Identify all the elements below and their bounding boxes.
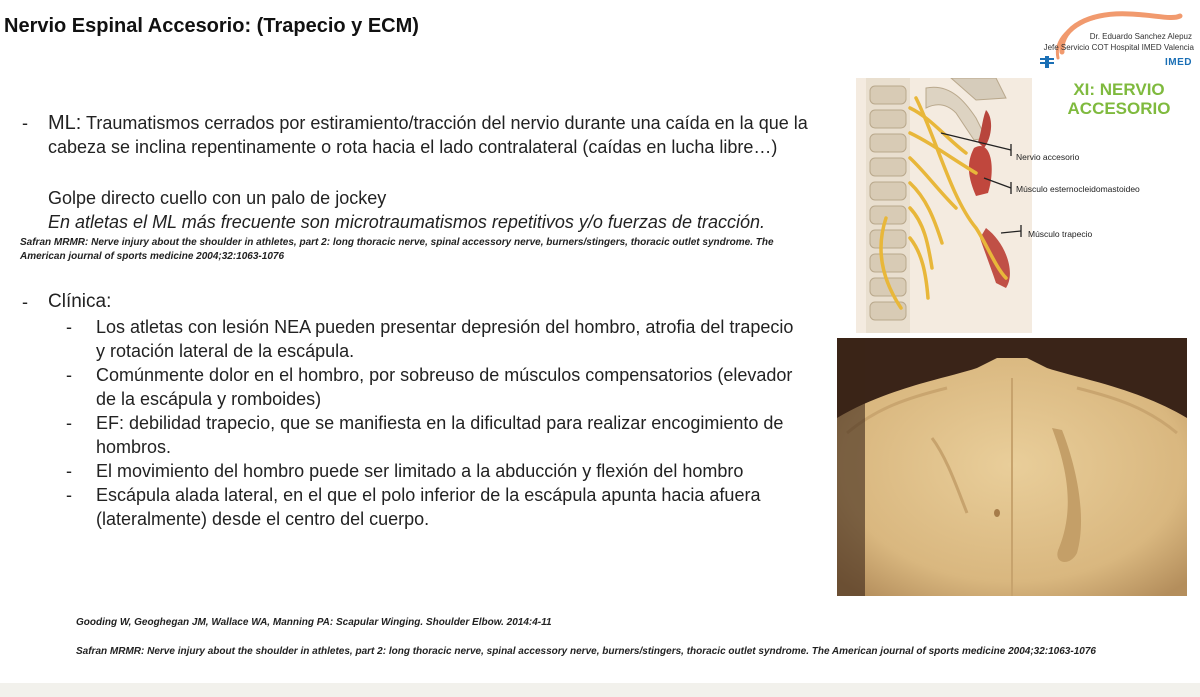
logo-doctor-name: Dr. Eduardo Sanchez Alepuz <box>1089 32 1192 41</box>
ml-line2: Golpe directo cuello con un palo de jockey <box>48 188 387 208</box>
label-ecm: Músculo esternocleidomastoideo <box>1016 184 1140 194</box>
back-photo <box>837 338 1187 596</box>
clinica-list <box>66 315 806 531</box>
anatomy-illustration <box>856 78 1032 333</box>
imed-mark-icon <box>1040 56 1054 68</box>
list-item: - EF: debilidad trapecio, que se manifiesta en la dificultad para realizar encogimiento de hombros. <box>66 413 784 457</box>
reference-1: Safran MRMR: Nerve injury about the shoulder in athletes, part 2: long thoracic nerve, spinal accessory nerve, burners/stingers, thoracic outlet syndrome. The American journal of sports medicine 2004;32:1063-1076 <box>20 237 774 262</box>
ml-line3: En atletas el ML más frecuente son microtraumatismos repetitivos y/o fuerzas de tracción. <box>48 212 765 232</box>
ml-lead: ML: <box>48 112 82 134</box>
logo-role: Jefe Servicio COT Hospital IMED Valencia <box>1043 43 1194 52</box>
list-item: - Escápula alada lateral, en el que el polo inferior de la escápula apunta hacia afuera (lateralmente) desde el centro del cuerpo. <box>66 485 761 529</box>
label-nervio-accesorio: Nervio accesorio <box>1016 152 1080 162</box>
imed-logo <box>1040 2 1200 76</box>
ml-paragraph <box>48 111 808 159</box>
reference-gooding: Gooding W, Geoghegan JM, Wallace WA, Manning PA: Scapular Winging. Shoulder Elbow. 2014:4-11 <box>76 617 552 628</box>
logo-brand: IMED <box>1165 57 1192 68</box>
list-item: - Los atletas con lesión NEA pueden presentar depresión del hombro, atrofia del trapecio y rotación lateral de la escápula. <box>66 317 794 361</box>
ml-dash: - <box>22 113 28 133</box>
clinica-heading: Clínica: <box>48 291 112 312</box>
figure-title: XI: NERVIO ACCESORIO <box>1067 80 1171 118</box>
slide-title: Nervio Espinal Accesorio: (Trapecio y ECM) <box>4 15 419 37</box>
footer-band <box>0 683 1200 697</box>
ml-text: Traumatismos cerrados por estiramiento/tracción del nervio durante una caída en la que la cabeza se inclina repentinamente o rota hacia el lado contralateral (caídas en lucha libre…) <box>48 113 808 157</box>
label-trapecio: Músculo trapecio <box>1028 229 1093 239</box>
list-item: - El movimiento del hombro puede ser limitado a la abducción y flexión del hombro <box>66 461 744 481</box>
reference-safran: Safran MRMR: Nerve injury about the shoulder in athletes, part 2: long thoracic nerve, spinal accessory nerve, burners/stingers, thoracic outlet syndrome. The American journal of sports medicine 2004;32:1063-1076 <box>76 646 1096 657</box>
list-item: - Comúnmente dolor en el hombro, por sobreuso de músculos compensatorios (elevador de la escápula y romboides) <box>66 365 793 409</box>
clinica-dash: - <box>22 292 28 312</box>
